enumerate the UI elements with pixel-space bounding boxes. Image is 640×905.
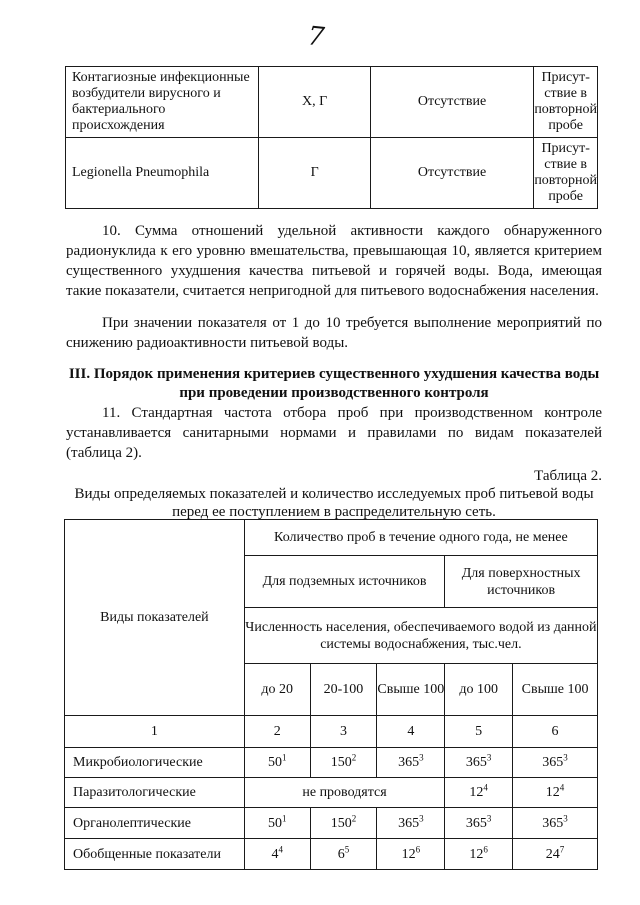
indicator-group: Г bbox=[259, 138, 370, 209]
column-header: Виды показателей bbox=[65, 520, 245, 716]
indicator-name: Legionella Pneumophila bbox=[66, 138, 259, 209]
table-row bbox=[65, 808, 598, 839]
table-row bbox=[65, 716, 598, 748]
indicator-name: Контагиозные инфекционные возбудители вирусного и бактериального происхождения bbox=[66, 67, 259, 138]
column-number: 4 bbox=[377, 716, 445, 748]
row-label: Паразитологические bbox=[65, 778, 245, 808]
table-row bbox=[65, 520, 598, 556]
column-number: 2 bbox=[244, 716, 310, 748]
table-cell: $365^3$ bbox=[513, 748, 598, 778]
bracket-header: Свыше 100 bbox=[513, 664, 598, 716]
bracket-header: 20-100 bbox=[310, 664, 377, 716]
table-label: Таблица 2. bbox=[534, 468, 602, 484]
table-cell: $150^2$ bbox=[310, 808, 377, 839]
bracket-header: до 20 bbox=[244, 664, 310, 716]
surface-header: Для поверхностных источников bbox=[445, 556, 598, 608]
indicator-norm: Отсутствие bbox=[370, 67, 533, 138]
population-header: Численность населения, обеспечиваемого водой из данной системы водоснабжения, тыс.чел. bbox=[244, 608, 597, 664]
paragraph-11: 11. Стандартная частота отбора проб при производственном контроле устанавливается санитарными нормами и правилами по видам показателей (таблица 2). bbox=[66, 405, 602, 461]
pathogens-table bbox=[65, 66, 598, 209]
table-cell: $12^6$ bbox=[445, 839, 513, 870]
row-label: Микробиологические bbox=[65, 748, 245, 778]
not-performed-cell: не проводятся bbox=[244, 778, 444, 808]
table-cell: $365^3$ bbox=[377, 808, 445, 839]
table-row bbox=[66, 138, 598, 209]
row-label: Органолептические bbox=[65, 808, 245, 839]
column-number: 5 bbox=[445, 716, 513, 748]
table-row bbox=[65, 839, 598, 870]
section-heading: III. Порядок применения критериев существенного ухудшения качества воды при проведении производственного контроля bbox=[68, 366, 600, 401]
page-number: 7 bbox=[306, 21, 326, 53]
table-cell: $24^7$ bbox=[513, 839, 598, 870]
table-cell: $4^4$ bbox=[244, 839, 310, 870]
paragraph-10-continued: При значении показателя от 1 до 10 требуется выполнение мероприятий по снижению радиоактивности питьевой воды. bbox=[66, 315, 602, 351]
table-cell: $12^4$ bbox=[445, 778, 513, 808]
column-number: 1 bbox=[65, 716, 245, 748]
indicator-criterion: Присут-ствие в повторной пробе bbox=[534, 138, 598, 209]
table-row bbox=[66, 67, 598, 138]
table-cell: $50^1$ bbox=[244, 748, 310, 778]
underground-header: Для подземных источников bbox=[244, 556, 444, 608]
table-title: Виды определяемых показателей и количество исследуемых проб питьевой воды перед ее поступлением в распределительную сеть. bbox=[74, 486, 594, 520]
indicator-criterion: Присут-ствие в повторной пробе bbox=[534, 67, 598, 138]
indicator-norm: Отсутствие bbox=[370, 138, 533, 209]
table-cell: $365^3$ bbox=[445, 748, 513, 778]
table-row bbox=[65, 748, 598, 778]
column-number: 6 bbox=[513, 716, 598, 748]
bracket-header: Свыше 100 bbox=[377, 664, 445, 716]
column-number: 3 bbox=[310, 716, 377, 748]
table-cell: $12^4$ bbox=[513, 778, 598, 808]
table-cell: $50^1$ bbox=[244, 808, 310, 839]
table-cell: $150^2$ bbox=[310, 748, 377, 778]
bracket-header: до 100 bbox=[445, 664, 513, 716]
table-cell: $365^3$ bbox=[445, 808, 513, 839]
table-cell: $365^3$ bbox=[513, 808, 598, 839]
paragraph-10: 10. Сумма отношений удельной активности каждого обнаруженного радионуклида к его уровню вмешательства, превышающая 10, является критерием существенного ухудшения качества питьевой и горячей воды. Вода, имеющая такие показатели, считается непригодной для питьевого водоснабжения населения. bbox=[66, 223, 602, 299]
table-cell: $12^6$ bbox=[377, 839, 445, 870]
indicator-group: Х, Г bbox=[259, 67, 370, 138]
table-cell: $6^5$ bbox=[310, 839, 377, 870]
table-cell: $365^3$ bbox=[377, 748, 445, 778]
samples-table bbox=[64, 519, 598, 870]
row-label: Обобщенные показатели bbox=[65, 839, 245, 870]
samples-header: Количество проб в течение одного года, не менее bbox=[244, 520, 597, 556]
table-row bbox=[65, 778, 598, 808]
